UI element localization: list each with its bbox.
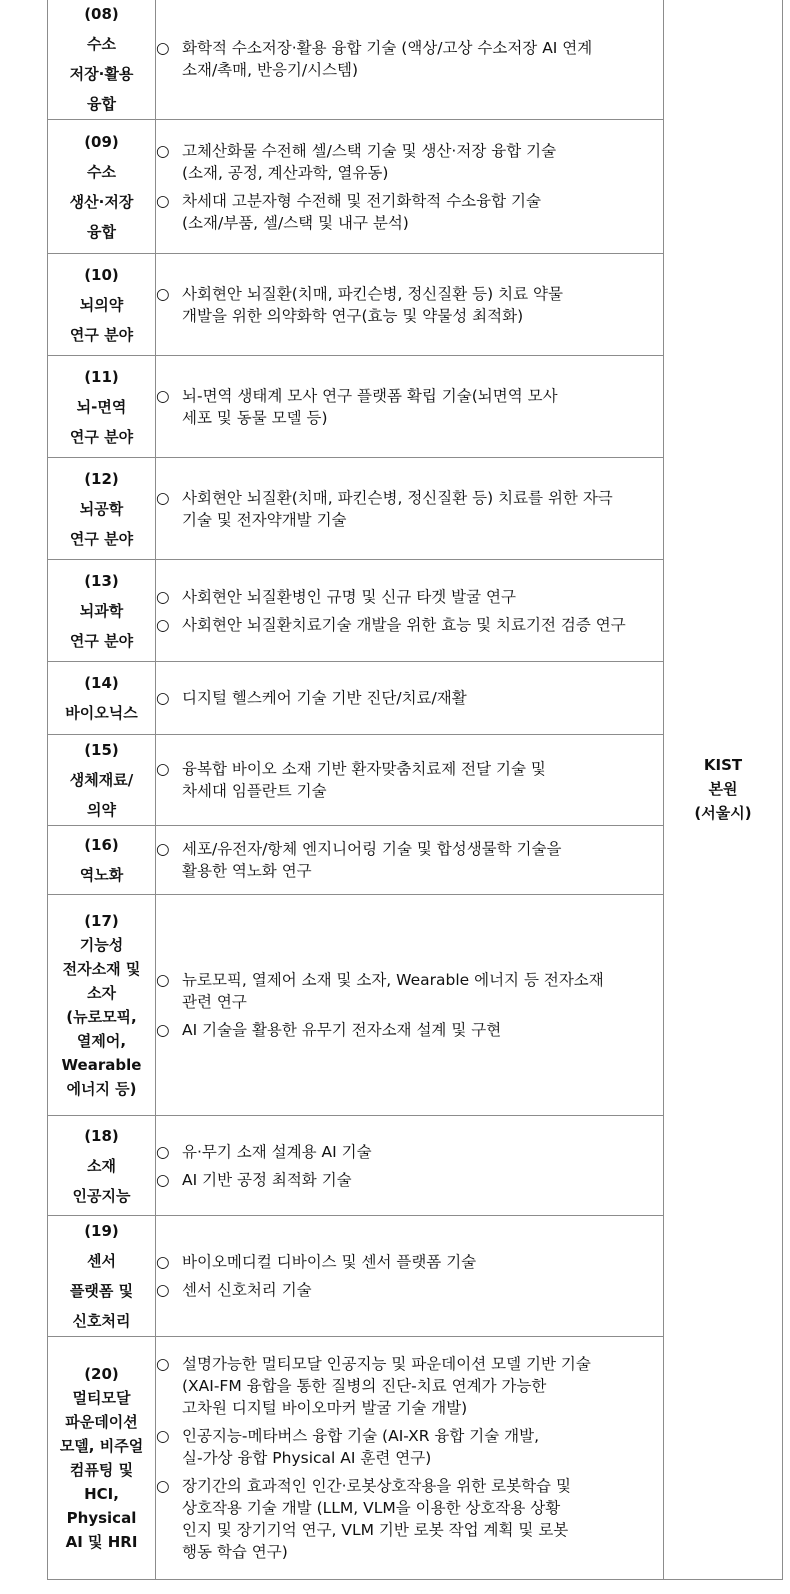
- research-area-label: 뇌의약: [79, 295, 124, 314]
- research-area-label: 연구 분야: [69, 427, 134, 446]
- circle-bullet-icon: ○: [156, 1253, 170, 1271]
- research-area-label: 저장·활용: [69, 65, 134, 83]
- research-item-text: 뇌-면역 생태계 모사 연구 플랫폼 확립 기술(뇌면역 모사: [182, 386, 558, 405]
- research-item-text: 세포/유전자/항체 엔지니어링 기술 및 합성생물학 기술을: [182, 840, 562, 858]
- research-item-text: 고차원 디지털 바이오마커 발굴 기술 개발): [182, 1399, 468, 1417]
- circle-bullet-icon: ○: [156, 386, 170, 405]
- research-item-text: 실-가상 융합 Physical AI 훈련 연구): [182, 1449, 432, 1467]
- research-area-cell: [48, 826, 156, 895]
- circle-bullet-icon: ○: [156, 1355, 170, 1373]
- research-item-text: 디지털 헬스케어 기술 기반 진단/치료/재활: [182, 689, 467, 707]
- research-item-text: 소재/촉매, 반응기/시스템): [182, 61, 359, 79]
- circle-bullet-icon: ○: [156, 587, 170, 606]
- circle-bullet-icon: ○: [156, 1142, 170, 1161]
- research-area-cell: [48, 0, 156, 120]
- research-area-label: 융합: [87, 95, 116, 113]
- research-area-label: (08): [84, 5, 119, 23]
- research-area-label: 바이오닉스: [65, 704, 138, 722]
- research-item: [156, 1475, 663, 1563]
- research-item-text: 기술 및 전자약개발 기술: [182, 510, 347, 529]
- research-area-label: (15): [84, 741, 119, 759]
- research-area-label: 생체재료/: [69, 771, 134, 789]
- research-area-label: (19): [84, 1222, 119, 1240]
- research-item-text: 센서 신호처리 기술: [182, 1281, 312, 1299]
- research-area-label: (18): [84, 1126, 119, 1145]
- research-item: [156, 385, 663, 429]
- research-area-label: (11): [84, 367, 119, 386]
- research-area-label: 인공지능: [72, 1186, 131, 1205]
- research-area-label: 모델, 비주얼: [59, 1437, 144, 1455]
- research-item-text: 행동 학습 연구): [182, 1543, 288, 1561]
- research-item-text: 관련 연구: [182, 993, 247, 1011]
- research-area-label: 수소: [87, 162, 116, 181]
- research-area-label: 열제어,: [76, 1032, 127, 1050]
- research-area-label: 연구 분야: [69, 325, 134, 344]
- research-item-text: (XAI-FM 융합을 통한 질병의 진단-치료 연계가 가능한: [182, 1377, 547, 1395]
- circle-bullet-icon: ○: [156, 615, 170, 634]
- circle-bullet-icon: ○: [156, 1477, 170, 1495]
- circle-bullet-icon: ○: [156, 1170, 170, 1189]
- research-item: [156, 37, 663, 81]
- research-content-cell: [156, 1337, 664, 1580]
- research-item-text: 바이오메디컬 디바이스 및 센서 플랫폼 기술: [182, 1253, 477, 1271]
- research-area-label: 플랫폼 및: [69, 1282, 134, 1300]
- research-content-cell: [156, 826, 664, 895]
- research-item: [156, 1353, 663, 1419]
- research-item: [156, 1169, 663, 1191]
- research-area-cell: [48, 735, 156, 826]
- research-area-label: 역노화: [79, 866, 124, 884]
- institution-label: 본원: [708, 780, 738, 798]
- research-item-text: 사회현안 뇌질환치료기술 개발을 위한 효능 및 치료기전 검증 연구: [182, 615, 626, 634]
- research-item: [156, 1279, 663, 1301]
- research-area-label: (13): [84, 571, 119, 590]
- research-area-label: 연구 분야: [69, 631, 134, 650]
- research-area-cell: [48, 662, 156, 735]
- research-item-text: 융복합 바이오 소재 기반 환자맞춤치료제 전달 기술 및: [182, 760, 546, 778]
- circle-bullet-icon: ○: [156, 1021, 170, 1039]
- research-content-cell: [156, 356, 664, 458]
- research-item-text: AI 기반 공정 최적화 기술: [182, 1170, 352, 1189]
- research-area-label: 기능성: [79, 936, 124, 954]
- research-area-label: 센서: [87, 1252, 116, 1270]
- circle-bullet-icon: ○: [156, 689, 170, 707]
- research-area-label: 생산·저장: [69, 192, 134, 211]
- research-item: [156, 1141, 663, 1163]
- research-area-cell: [48, 895, 156, 1116]
- research-area-label: 전자소재 및: [62, 960, 141, 978]
- research-item-text: (소재, 공정, 계산과학, 열유동): [182, 163, 389, 182]
- research-item-text: 사회현안 뇌질환(치매, 파킨슨병, 정신질환 등) 치료 약물: [182, 284, 563, 303]
- research-area-label: Wearable: [61, 1056, 142, 1074]
- research-item: [156, 140, 663, 184]
- table-row: [48, 0, 783, 120]
- institution-cell: [664, 0, 783, 1580]
- research-area-label: (16): [84, 836, 119, 854]
- research-item: [156, 758, 663, 802]
- research-area-label: 파운데이션: [65, 1413, 138, 1431]
- circle-bullet-icon: ○: [156, 760, 170, 778]
- research-area-cell: [48, 254, 156, 356]
- research-item-text: 인공지능-메타버스 융합 기술 (AI-XR 융합 기술 개발,: [182, 1427, 540, 1445]
- research-area-label: (뉴로모픽,: [66, 1008, 137, 1026]
- circle-bullet-icon: ○: [156, 1281, 170, 1299]
- research-area-label: 소재: [87, 1156, 116, 1175]
- research-area-label: 멀티모달: [72, 1389, 131, 1407]
- research-area-cell: [48, 560, 156, 662]
- research-item-text: 차세대 임플란트 기술: [182, 782, 327, 800]
- research-area-label: 소자: [87, 984, 116, 1002]
- research-area-label: (14): [84, 674, 119, 692]
- circle-bullet-icon: ○: [156, 141, 170, 160]
- research-item: [156, 487, 663, 531]
- research-area-label: 뇌공학: [79, 499, 124, 518]
- research-area-cell: [48, 120, 156, 254]
- research-item: [156, 190, 663, 234]
- research-area-label: 융합: [87, 222, 116, 241]
- research-item: [156, 1425, 663, 1469]
- research-area-label: (17): [84, 912, 119, 930]
- research-area-cell: [48, 1216, 156, 1337]
- research-item-text: 차세대 고분자형 수전해 및 전기화학적 수소융합 기술: [182, 191, 541, 210]
- research-item-text: (소재/부품, 셀/스택 및 내구 분석): [182, 213, 409, 232]
- research-item: [156, 687, 663, 709]
- research-area-cell: [48, 458, 156, 560]
- research-area-label: 연구 분야: [69, 529, 134, 548]
- research-field-table: [47, 0, 783, 1580]
- circle-bullet-icon: ○: [156, 488, 170, 507]
- research-content-cell: [156, 0, 664, 120]
- research-item: [156, 614, 663, 636]
- research-item: [156, 586, 663, 608]
- research-item: [156, 1251, 663, 1273]
- research-item-text: AI 기술을 활용한 유무기 전자소재 설계 및 구현: [182, 1021, 502, 1039]
- research-item: [156, 1019, 663, 1041]
- research-area-label: 컴퓨팅 및: [69, 1461, 134, 1479]
- research-item: [156, 838, 663, 882]
- research-content-cell: [156, 735, 664, 826]
- research-item-text: 화학적 수소저장·활용 융합 기술 (액상/고상 수소저장 AI 연계: [182, 39, 593, 57]
- research-area-label: 에너지 등): [66, 1080, 137, 1098]
- research-area-label: (10): [84, 265, 119, 284]
- research-area-cell: [48, 356, 156, 458]
- research-area-label: 신호처리: [72, 1312, 131, 1330]
- research-item-text: 유·무기 소재 설계용 AI 기술: [182, 1142, 372, 1161]
- research-area-cell: [48, 1337, 156, 1580]
- research-area-label: 뇌-면역: [76, 397, 127, 416]
- research-area-cell: [48, 1116, 156, 1216]
- research-area-label: AI 및 HRI: [65, 1533, 138, 1551]
- research-item-text: 사회현안 뇌질환(치매, 파킨슨병, 정신질환 등) 치료를 위한 자극: [182, 488, 613, 507]
- research-item-text: 인지 및 장기기억 연구, VLM 기반 로봇 작업 계획 및 로봇: [182, 1521, 569, 1539]
- research-item-text: 개발을 위한 의약화학 연구(효능 및 약물성 최적화): [182, 306, 524, 325]
- research-content-cell: [156, 1216, 664, 1337]
- research-area-label: 의약: [87, 801, 116, 819]
- table-body: [48, 0, 783, 1580]
- institution-label: (서울시): [694, 804, 752, 822]
- research-content-cell: [156, 662, 664, 735]
- circle-bullet-icon: ○: [156, 191, 170, 210]
- circle-bullet-icon: ○: [156, 971, 170, 989]
- research-item: [156, 283, 663, 327]
- research-content-cell: [156, 560, 664, 662]
- research-area-label: (12): [84, 469, 119, 488]
- research-item-text: 고체산화물 수전해 셀/스택 기술 및 생산·저장 융합 기술: [182, 141, 557, 160]
- research-content-cell: [156, 1116, 664, 1216]
- research-area-label: (20): [84, 1365, 119, 1383]
- research-area-label: HCI, Physical: [66, 1485, 137, 1527]
- circle-bullet-icon: ○: [156, 39, 170, 57]
- research-item-text: 설명가능한 멀티모달 인공지능 및 파운데이션 모델 기반 기술: [182, 1355, 591, 1373]
- circle-bullet-icon: ○: [156, 840, 170, 858]
- research-item-text: 상호작용 기술 개발 (LLM, VLM을 이용한 상호작용 상황: [182, 1499, 561, 1517]
- institution-label: KIST: [703, 756, 743, 774]
- circle-bullet-icon: ○: [156, 1427, 170, 1445]
- research-item-text: 사회현안 뇌질환병인 규명 및 신규 타겟 발굴 연구: [182, 587, 516, 606]
- research-item-text: 세포 및 동물 모델 등): [182, 408, 328, 427]
- research-content-cell: [156, 895, 664, 1116]
- research-area-label: 수소: [87, 35, 116, 53]
- research-item-text: 뉴로모픽, 열제어 소재 및 소자, Wearable 에너지 등 전자소재: [182, 971, 604, 989]
- research-area-label: 뇌과학: [79, 601, 124, 620]
- research-item: [156, 969, 663, 1013]
- research-content-cell: [156, 254, 664, 356]
- research-area-label: (09): [84, 132, 119, 151]
- research-content-cell: [156, 120, 664, 254]
- research-item-text: 활용한 역노화 연구: [182, 862, 312, 880]
- circle-bullet-icon: ○: [156, 284, 170, 303]
- research-item-text: 장기간의 효과적인 인간·로봇상호작용을 위한 로봇학습 및: [182, 1477, 571, 1495]
- research-content-cell: [156, 458, 664, 560]
